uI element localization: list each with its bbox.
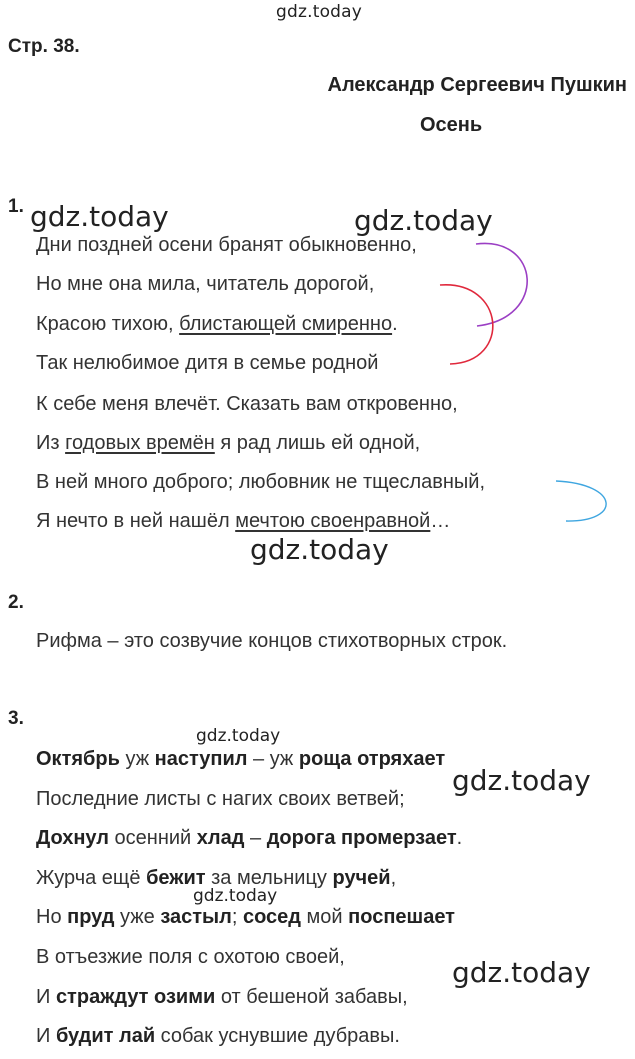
autumn-line-8: И будит лай собак уснувшие дубравы. — [36, 1025, 400, 1047]
autumn-line-7: И страждут озими от бешеной забавы, — [36, 986, 408, 1008]
autumn-line-1: Октябрь уж наступил – уж роща отряхает — [36, 748, 446, 770]
task-3-number: 3. — [8, 708, 24, 729]
autumn-line-6: В отъезжие поля с охотою своей, — [36, 946, 345, 968]
watermark-top: gdz.today — [276, 2, 363, 22]
poem-line-2: Но мне она мила, читатель дорогой, — [36, 273, 375, 295]
poem-title: Осень — [420, 114, 483, 136]
watermark: gdz.today — [452, 764, 591, 797]
watermark: gdz.today — [250, 533, 389, 566]
poem-line-1: Дни поздней осени бранят обыкновенно, — [36, 234, 417, 256]
watermark: gdz.today — [452, 956, 591, 989]
underlined-phrase: годовых времён — [65, 432, 215, 454]
author-name: Александр Сергеевич Пушкин — [327, 74, 627, 96]
autumn-line-2: Последние листы с нагих своих ветвей; — [36, 788, 405, 810]
rhyme-arc-blue — [556, 481, 606, 521]
watermark: gdz.today — [354, 204, 493, 237]
underlined-phrase: мечтою своенравной — [235, 510, 431, 532]
poem-line-3: Красою тихою, блистающей смиренно. — [36, 313, 398, 335]
autumn-line-3: Дохнул осенний хлад – дорога промерзает. — [36, 827, 463, 849]
rhyme-definition: Рифма – это созвучие концов стихотворных строк. — [36, 630, 508, 652]
poem-line-6: Из годовых времён я рад лишь ей одной, — [36, 432, 421, 454]
poem-line-5: К себе меня влечёт. Сказать вам откровенно, — [36, 393, 458, 415]
rhyme-arc-purple — [476, 243, 527, 326]
rhyme-arc-red — [440, 285, 493, 364]
watermark: gdz.today — [30, 200, 169, 233]
watermark: gdz.today — [196, 726, 281, 746]
poem-line-7: В ней много доброго; любовник не тщеславный, — [36, 471, 486, 493]
autumn-line-4: Журча ещё бежит за мельницу ручей, — [36, 867, 397, 889]
task-2-number: 2. — [8, 592, 24, 613]
watermark: gdz.today — [193, 886, 278, 906]
poem-line-8: Я нечто в ней нашёл мечтою своенравной… — [36, 510, 451, 532]
poem-line-4: Так нелюбимое дитя в семье родной — [36, 352, 379, 374]
page-reference: Стр. 38. — [8, 36, 80, 57]
underlined-phrase: блистающей смиренно — [179, 313, 393, 335]
task-1-number: 1. — [8, 196, 24, 217]
autumn-line-5: Но пруд уже застыл; сосед мой поспешает — [36, 906, 455, 928]
